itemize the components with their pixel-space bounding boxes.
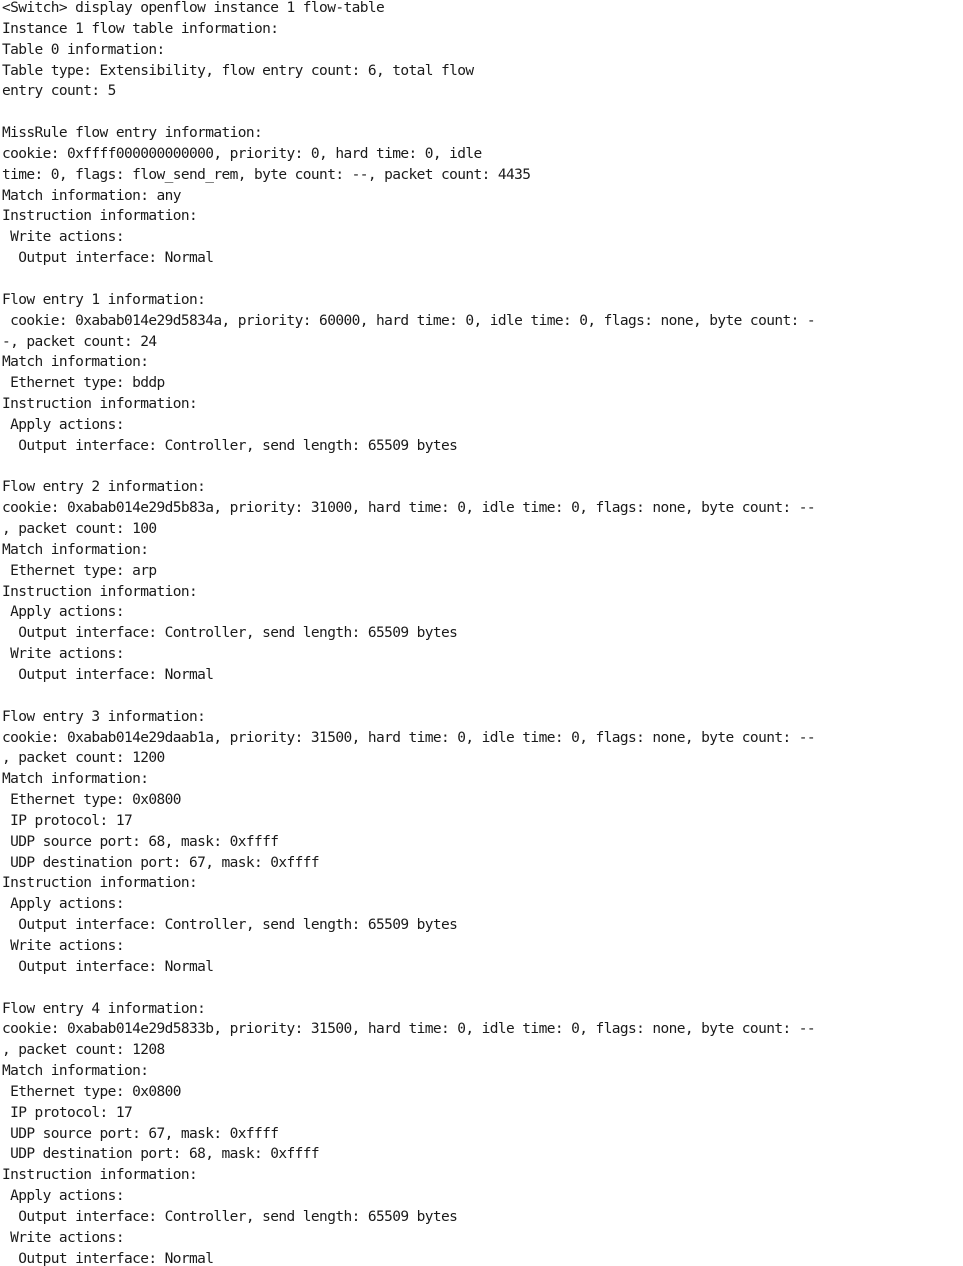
output-line: Ethernet type: 0x0800 bbox=[2, 792, 181, 809]
output-line: IP protocol: 17 bbox=[2, 1104, 133, 1121]
output-line: Instruction information: bbox=[2, 396, 198, 413]
output-line: Output interface: Controller, send length: 65509 bytes bbox=[2, 917, 458, 934]
output-line: Ethernet type: arp bbox=[2, 562, 157, 579]
output-line: Instruction information: bbox=[2, 583, 198, 600]
output-line: , packet count: 100 bbox=[2, 521, 157, 538]
output-line: UDP source port: 67, mask: 0xffff bbox=[2, 1125, 279, 1142]
output-line: Output interface: Normal bbox=[2, 250, 214, 267]
output-line: Table type: Extensibility, flow entry count: 6, total flow bbox=[2, 62, 474, 79]
blank-line bbox=[2, 104, 963, 125]
output-line: Match information: bbox=[2, 771, 149, 788]
output-line: cookie: 0xabab014e29d5833b, priority: 31500, hard time: 0, idle time: 0, flags: none, byte count: -- bbox=[2, 1021, 815, 1038]
blank-line bbox=[2, 688, 963, 709]
output-line: Apply actions: bbox=[2, 1188, 124, 1205]
output-line: Write actions: bbox=[2, 229, 124, 246]
output-line: Write actions: bbox=[2, 937, 124, 954]
output-line: Match information: bbox=[2, 1063, 149, 1080]
output-line: Output interface: Normal bbox=[2, 667, 214, 683]
output-line: Instruction information: bbox=[2, 208, 198, 225]
output-line: Output interface: Normal bbox=[2, 1250, 214, 1266]
output-line: IP protocol: 17 bbox=[2, 812, 133, 829]
blank-line bbox=[2, 980, 963, 1001]
output-line: Flow entry 2 information: bbox=[2, 479, 206, 496]
output-line: Match information: bbox=[2, 541, 149, 558]
output-line: Write actions: bbox=[2, 646, 124, 663]
output-line: Write actions: bbox=[2, 1229, 124, 1246]
output-line: Ethernet type: bddp bbox=[2, 375, 165, 392]
output-line: Table 0 information: bbox=[2, 41, 165, 58]
command-line: <Switch> display openflow instance 1 flow-table bbox=[2, 0, 385, 16]
output-line: cookie: 0xabab014e29d5834a, priority: 60000, hard time: 0, idle time: 0, flags: none, byte count: - bbox=[2, 312, 815, 329]
output-line: Apply actions: bbox=[2, 604, 124, 621]
output-line: Output interface: Controller, send length: 65509 bytes bbox=[2, 1208, 458, 1225]
output-line: , packet count: 1200 bbox=[2, 750, 165, 767]
blank-line bbox=[2, 271, 963, 292]
output-line: UDP source port: 68, mask: 0xffff bbox=[2, 833, 279, 850]
output-line: -, packet count: 24 bbox=[2, 333, 157, 350]
output-line: Output interface: Controller, send length: 65509 bytes bbox=[2, 437, 458, 454]
output-line: UDP destination port: 68, mask: 0xffff bbox=[2, 1146, 320, 1163]
output-line: entry count: 5 bbox=[2, 83, 116, 100]
output-line: cookie: 0xffff000000000000, priority: 0, hard time: 0, idle bbox=[2, 145, 482, 162]
output-line: cookie: 0xabab014e29d5b83a, priority: 31000, hard time: 0, idle time: 0, flags: none, byte count: -- bbox=[2, 500, 815, 517]
output-line: Flow entry 3 information: bbox=[2, 708, 206, 725]
output-line: MissRule flow entry information: bbox=[2, 125, 263, 142]
output-line: time: 0, flags: flow_send_rem, byte count: --, packet count: 4435 bbox=[2, 166, 531, 183]
output-line: Apply actions: bbox=[2, 416, 124, 433]
output-line: , packet count: 1208 bbox=[2, 1042, 165, 1059]
output-line: Instruction information: bbox=[2, 875, 198, 892]
output-line: Ethernet type: 0x0800 bbox=[2, 1083, 181, 1100]
output-line: Output interface: Controller, send length: 65509 bytes bbox=[2, 625, 458, 642]
output-line: Instance 1 flow table information: bbox=[2, 20, 279, 37]
output-line: Apply actions: bbox=[2, 896, 124, 913]
output-line: UDP destination port: 67, mask: 0xffff bbox=[2, 854, 320, 871]
output-line: Match information: any bbox=[2, 187, 181, 204]
output-line: Instruction information: bbox=[2, 1167, 198, 1184]
output-line: cookie: 0xabab014e29daab1a, priority: 31500, hard time: 0, idle time: 0, flags: none, byte count: -- bbox=[2, 729, 815, 746]
output-line: Flow entry 4 information: bbox=[2, 1000, 206, 1017]
output-line: Match information: bbox=[2, 354, 149, 371]
blank-line bbox=[2, 459, 963, 480]
output-line: Output interface: Normal bbox=[2, 958, 214, 975]
output-line: Flow entry 1 information: bbox=[2, 291, 206, 308]
